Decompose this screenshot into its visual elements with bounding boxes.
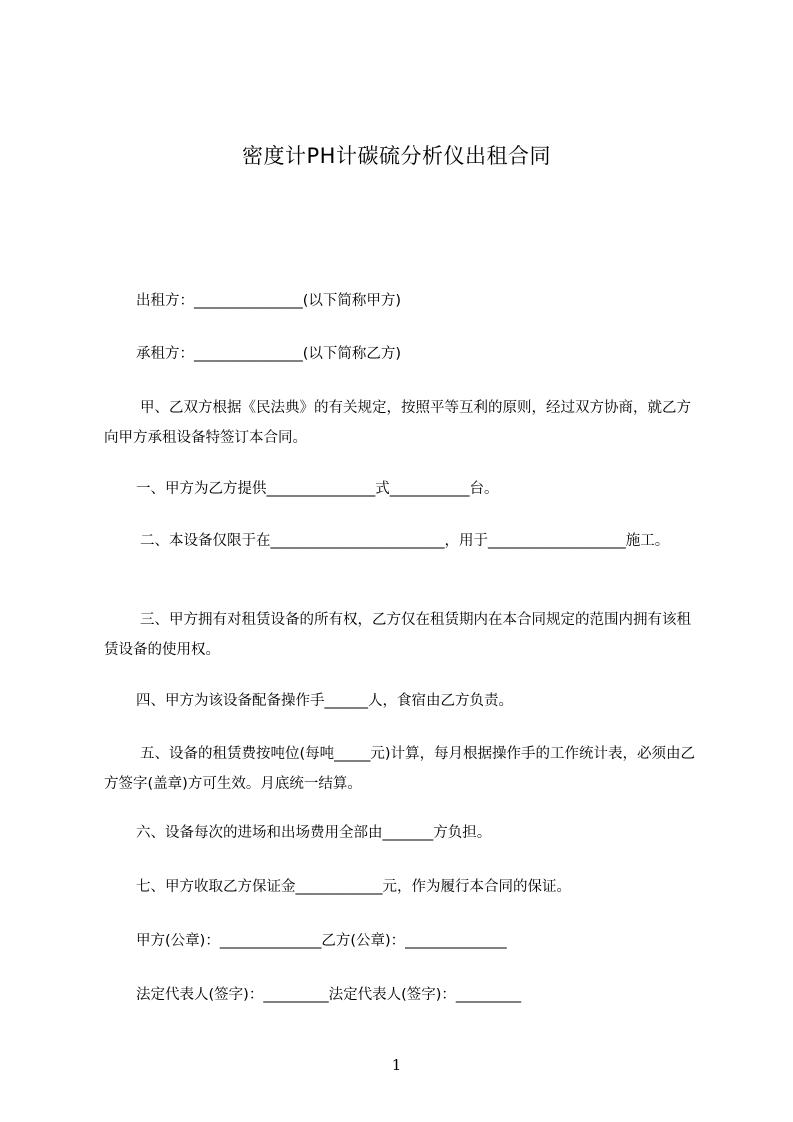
seal-line: 甲方(公章)：______________乙方(公章)：______________ (136, 933, 507, 949)
clause-7: 七、甲方收取乙方保证金____________元，作为履行本合同的保证。 (136, 879, 571, 895)
clause-2: 二、本设备仅限于在________________________，用于___________________施工。 (140, 533, 670, 549)
clause-3: 三、甲方拥有对租赁设备的所有权，乙方仅在租赁期内在本合同规定的范围内拥有该租赁设备的使用权。 (104, 612, 691, 658)
page-number: 1 (391, 1056, 402, 1074)
contract-title: 密度计PH计碳硫分析仪出租合同 (242, 144, 551, 168)
lessee-line: 承租方：_______________(以下简称乙方) (136, 346, 402, 362)
clause-4: 四、甲方为该设备配备操作手______人，食宿由乙方负责。 (136, 693, 513, 709)
lessor-line: 出租方：_______________(以下简称甲方) (136, 293, 402, 309)
clause-6: 六、设备每次的进场和出场费用全部由_______方负担。 (136, 825, 492, 841)
signature-line: 法定代表人(签字)：_________法定代表人(签字)：_________ (136, 987, 522, 1003)
clause-5: 五、设备的租赁费按吨位(每吨_____元)计算，每月根据操作手的工作统计表，必须由乙方签字(盖章)方可生效。月底统一结算。 (104, 746, 696, 792)
clause-1: 一、甲方为乙方提供_______________式___________台。 (136, 481, 499, 497)
preamble-paragraph: 甲、乙双方根据《民法典》的有关规定，按照平等互利的原则，经过双方协商，就乙方向甲方承租设备特签订本合同。 (104, 400, 691, 446)
